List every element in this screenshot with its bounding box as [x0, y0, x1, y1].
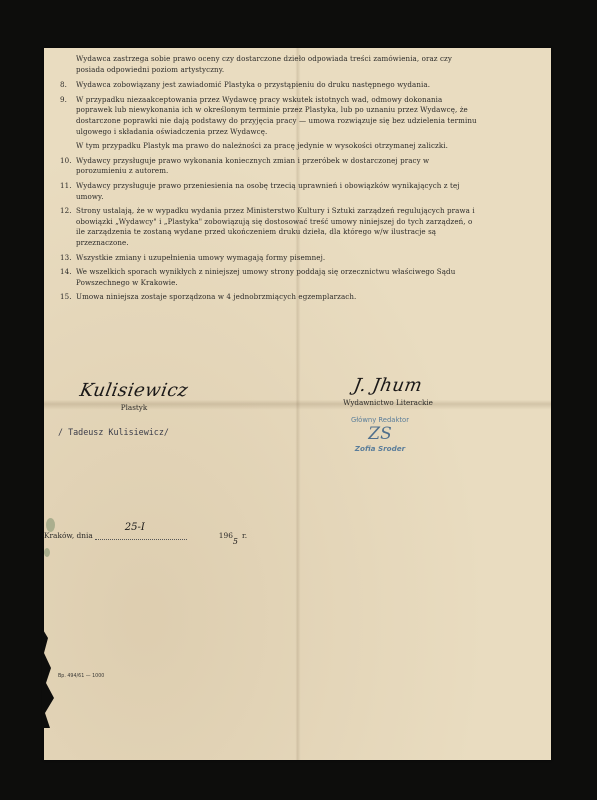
artist-signature: Kulisiewicz: [78, 380, 190, 401]
artist-signature-block: [64, 380, 204, 412]
intro-paragraph: Wydawca zastrzega sobie prawo oceny czy dostarczone dzieło odpowiada treści zamówienia, oraz czy posiada odpowiedni poziom artystyczny.: [76, 54, 453, 74]
clause-number: 12.: [60, 206, 72, 216]
date-prefix: Kraków, dnia: [44, 531, 93, 540]
clause-list: [60, 80, 480, 303]
year-printed: 196: [218, 531, 233, 540]
clause-text: Wydawcy przysługuje prawo przeniesienia na osobę trzecią uprawnień i obowiązków wynikających z tej umowy.: [76, 180, 460, 201]
clause-text: Umowa niniejsza zostaje sporządzona w 4 jednobrzmiących egzemplarzach.: [76, 292, 357, 302]
clause-item: [60, 292, 480, 303]
year-handwritten: 5: [232, 537, 238, 546]
clause-item: [60, 181, 480, 202]
stamp-title: Główny Redaktor: [350, 416, 410, 424]
clause-number: 9.: [60, 94, 67, 104]
clause-text: Wydawcy przysługuje prawo wykonania koniecznych zmian i przeróbek w dostarczonej pracy w porozumieniu z autorem.: [76, 155, 430, 176]
clause-number: 14.: [60, 267, 72, 277]
clause-text: Strony ustalają, że w wypadku wydania przez Ministerstwo Kultury i Sztuki zarządzeń regulujących prawa i obowiązki „Wydawcy" i „Plastyka" zobowiązują się dostosować treść umowy niniejszej do tych zarządzeń, o ile zarządzenia te zostaną wydane przed ukończeniem druku dzieła, dla którego w/w ilustracje są przeznaczone.: [76, 206, 475, 247]
clause-text: Wydawca zobowiązany jest zawiadomić Plastyka o przystąpieniu do druku następnego wydania.: [76, 80, 431, 90]
clause-item: [60, 80, 480, 91]
clause-number: [60, 141, 76, 152]
date-line: [44, 522, 248, 546]
clause-item: [60, 206, 480, 248]
clause-number: 15.: [60, 292, 72, 302]
stamp-signature: ZS: [368, 424, 392, 444]
publisher-role-label: Wydawnictwo Literackie: [343, 398, 433, 407]
clause-text: We wszelkich sporach wynikłych z niniejszej umowy strony poddają się orzecznictwu właściwego Sądu Powszechnego w Krakowie.: [76, 267, 456, 287]
publisher-signature-block: [308, 375, 468, 407]
clause-item: [60, 253, 480, 264]
clause-text: W tym przypadku Plastyk ma prawo do należności za pracę jedynie w wysokości otrzymanej zaliczki.: [76, 141, 448, 151]
artist-role-label: Plastyk: [120, 403, 148, 412]
artist-typed-name: / Tadeusz Kulisiewicz/: [58, 427, 169, 437]
ink-stain: [44, 548, 50, 557]
clause-number: 8.: [60, 80, 67, 90]
clause-item: [60, 141, 480, 152]
clause-number: 13.: [60, 252, 72, 262]
clause-text: W przypadku niezaakceptowania przez Wydawcę pracy wskutek istotnych wad, odmowy dokonania poprawek lub niewykonania ich w określonym terminie przez Plastyka, lub po uznaniu przez Wydawcę, że dostarczone poprawki nie dają podstawy do przyjęcia pracy — umowa rozwiązuje się bez udzielenia terminu ulgowego i składania oświadczenia przez Wydawcę.: [76, 94, 477, 136]
clause-number: 10.: [60, 155, 72, 165]
date-fill: [95, 522, 187, 540]
clause-item: [60, 95, 480, 137]
stamp-name: Zofia Sroder: [354, 444, 406, 453]
print-code: Bp. 494/61 — 1000: [58, 674, 105, 679]
clause-item: [60, 156, 480, 177]
contract-clauses: [60, 54, 480, 307]
date-handwritten: 25-I: [124, 522, 145, 533]
editor-stamp: [320, 416, 440, 453]
clause-number: 11.: [60, 180, 72, 190]
clause-item: [60, 267, 480, 288]
date-suffix: r.: [242, 531, 248, 540]
publisher-signature: J. Jhum: [352, 375, 424, 396]
clause-text: Wszystkie zmiany i uzupełnienia umowy wymagają formy pisemnej.: [76, 252, 326, 262]
